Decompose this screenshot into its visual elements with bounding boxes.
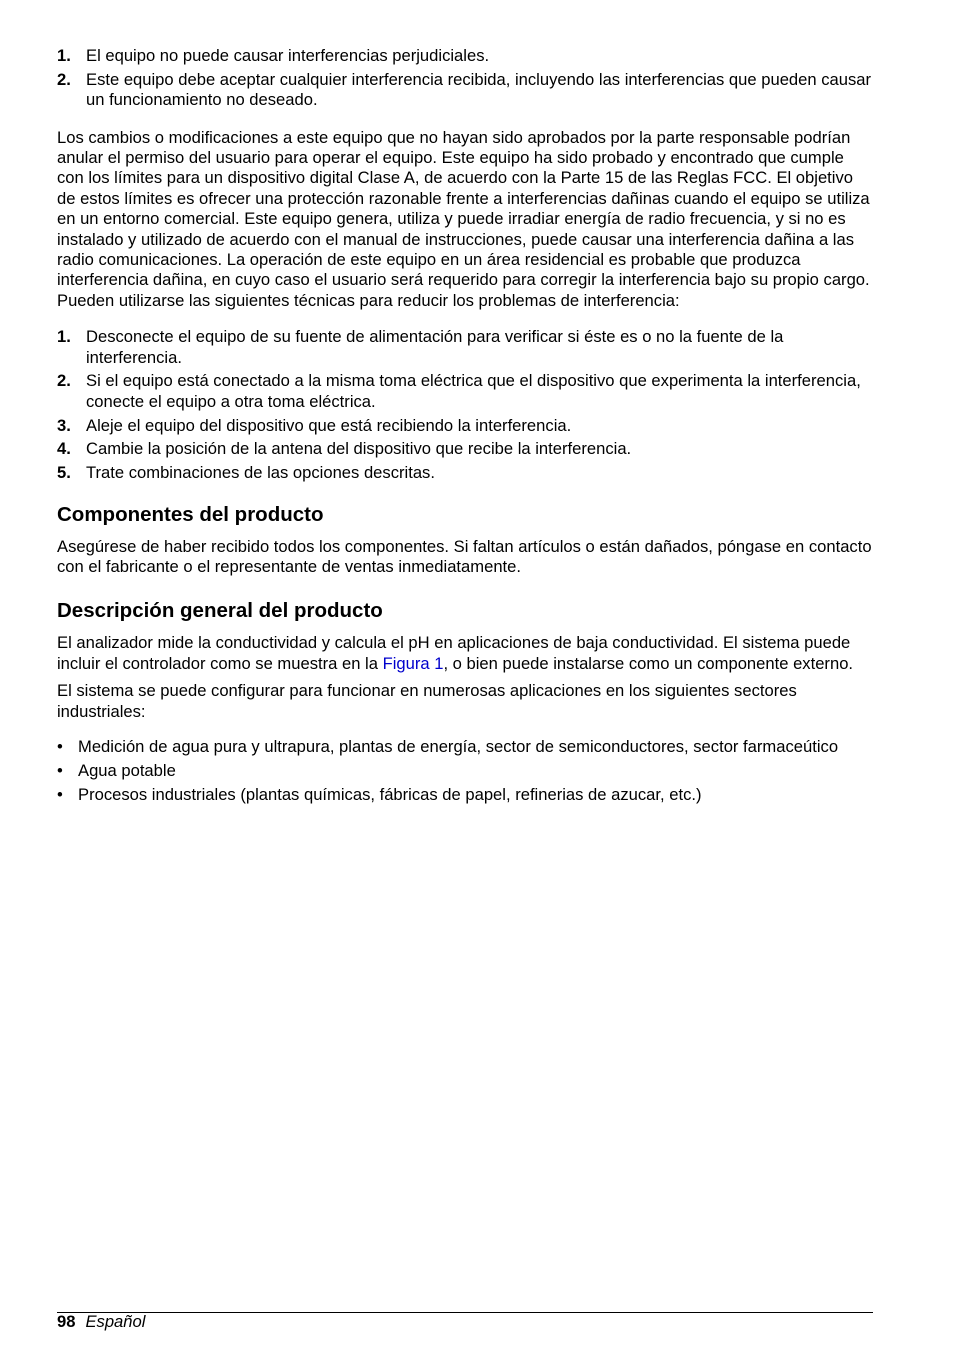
list-item: [57, 70, 873, 111]
list-number: 1.: [57, 46, 71, 65]
list-number: 3.: [57, 415, 71, 435]
list-number: 2.: [57, 69, 71, 89]
list-item: [57, 761, 873, 781]
list-text: Medición de agua pura y ultrapura, plantas de energía, sector de semiconductores, sector farmaceútico: [78, 737, 839, 757]
list-item: [57, 416, 873, 436]
list-text: Procesos industriales (plantas químicas, fábricas de papel, refinerias de azucar, etc.): [78, 784, 702, 804]
footer-divider: [57, 1312, 873, 1313]
list-item: [57, 46, 873, 66]
list-item: [57, 327, 873, 368]
list-text: El equipo no puede causar interferencias perjudiciales.: [86, 46, 490, 65]
bullet-symbol: •: [57, 760, 63, 780]
section-heading-descripcion: Descripción general del producto: [57, 599, 383, 623]
list-item: [57, 439, 873, 459]
bullet-symbol: •: [57, 784, 63, 804]
section-heading-componentes: Componentes del producto: [57, 502, 324, 526]
page-footer: [57, 1312, 145, 1332]
list-text: Trate combinaciones de las opciones descritas.: [86, 463, 435, 483]
descripcion-paragraph-1: [57, 633, 873, 674]
list-item: [57, 785, 873, 805]
list-text: Aleje el equipo del dispositivo que está recibiendo la interferencia.: [86, 415, 572, 435]
list-item: [57, 737, 873, 757]
industries-bullet-list: [57, 737, 873, 805]
descripcion-paragraph-2: El sistema se puede configurar para funcionar en numerosas aplicaciones en los siguientes sectores industriales:: [57, 681, 797, 721]
list-number: 4.: [57, 439, 71, 459]
descripcion-text-before-link: El analizador mide la conductividad y calcula el pH en aplicaciones de baja conductividad. El sistema puede incluir el controlador como se muestra en la: [57, 633, 851, 673]
list-text: Si el equipo está conectado a la misma toma eléctrica que el dispositivo que experimenta la interferencia, conecte el equipo a otra toma eléctrica.: [86, 371, 861, 411]
componentes-paragraph: Asegúrese de haber recibido todos los componentes. Si faltan artículos o están dañados, póngase en contacto con el fabricante o el representante de ventas inmediatamente.: [57, 536, 872, 577]
list-text: Agua potable: [78, 760, 176, 780]
descripcion-text-after-link: , o bien puede instalarse como un componente externo.: [443, 653, 854, 673]
list-number: 1.: [57, 327, 71, 347]
document-page: [57, 46, 873, 809]
list-text: Este equipo debe aceptar cualquier interferencia recibida, incluyendo las interferencias que pueden causar un funcionamiento no deseado.: [86, 69, 872, 110]
fcc-conditions-list: [57, 46, 873, 111]
page-number: 98: [57, 1312, 76, 1331]
list-item: [57, 463, 873, 483]
list-text: Cambie la posición de la antena del dispositivo que recibe la interferencia.: [86, 439, 632, 459]
list-item: [57, 371, 873, 412]
figura-1-link[interactable]: Figura 1: [382, 653, 444, 673]
interference-techniques-list: [57, 327, 873, 483]
fcc-paragraph: Los cambios o modificaciones a este equipo que no hayan sido aprobados por la parte responsable podrían anular el permiso del usuario para operar el equipo. Este equipo ha sido probado y encontrado que cumple con los límites para un dispositivo digital Clase A, de acuerdo con la Parte 15 de las Reglas FCC. El objetivo de estos límites es ofrecer una protección razonable frente a interferencias dañinas cuando el equipo se utiliza en un entorno comercial. Este equipo genera, utiliza y puede irradiar energía de radio frecuencia, y si no es instalado y utilizado de acuerdo con el manual de instrucciones, puede causar una interferencia dañina a las radio comunicaciones. La operación de este equipo en un área residencial es probable que produzca interferencia dañina, en cuyo caso el usuario será requerido para corregir la interferencia bajo su propio cargo. Pueden utilizarse las siguientes técnicas para reducir los problemas de interferencia:: [57, 127, 870, 310]
bullet-symbol: •: [57, 737, 63, 757]
list-number: 2.: [57, 371, 71, 391]
footer-language: Español: [85, 1312, 146, 1331]
list-number: 5.: [57, 463, 71, 483]
list-text: Desconecte el equipo de su fuente de alimentación para verificar si éste es o no la fuente de la interferencia.: [86, 327, 784, 367]
